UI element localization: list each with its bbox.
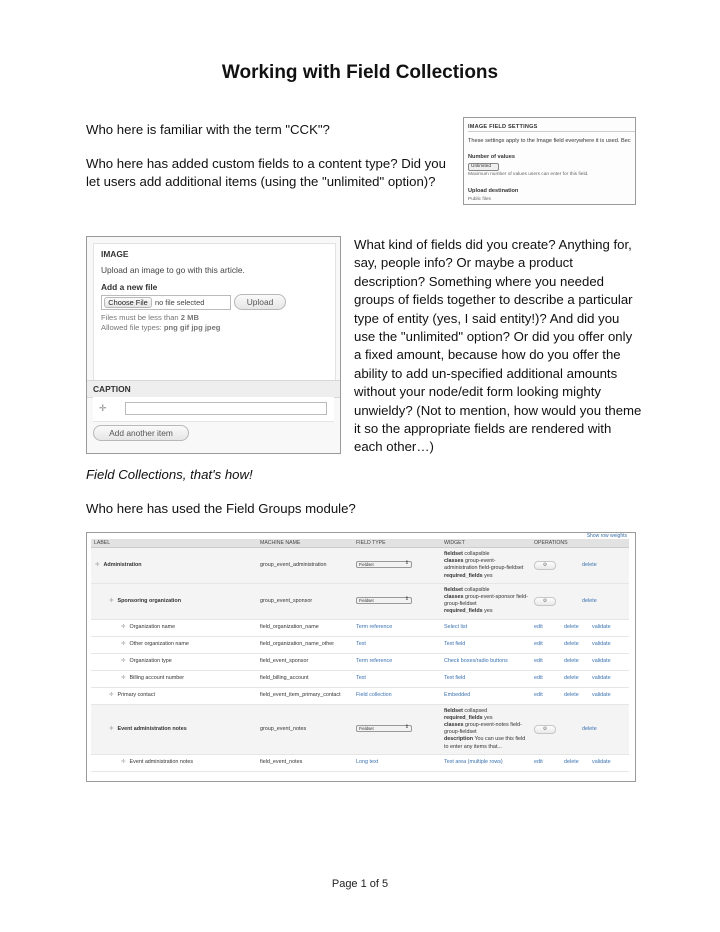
no-file-selected-text: no file selected	[155, 298, 205, 307]
image-heading: IMAGE	[101, 249, 129, 259]
validate-link: validate	[592, 759, 611, 766]
file-types-help	[101, 323, 220, 332]
kinds-of-fields-paragraph: What kind of fields did you create? Anything for, say, people info? Or maybe a product description? Something where you needed groups of fields together to describe a particular type of entity (yes, I said entity!)? And did you use the "unlimited" option? Or did you offer only a fixed amount, because how do you offer the ability to add un-specified additional amounts without your node/edit form looking mighty unwieldy? (Not to mention, how would you theme it so the appropriate fields are rendered with each other…)	[354, 237, 642, 455]
page-title: Working with Field Collections	[221, 62, 499, 83]
field-type-link: Text	[356, 675, 366, 682]
row-machine-name: field_event_notes	[257, 754, 353, 771]
caption-input	[125, 402, 327, 415]
row-label-cell	[91, 619, 257, 636]
gear-icon: ⚙	[534, 561, 556, 570]
widget-setting-key: classes	[444, 722, 464, 729]
row-widget	[441, 636, 531, 653]
file-picker	[101, 295, 231, 310]
row-operations	[531, 653, 629, 670]
row-label: Billing account number	[129, 675, 185, 682]
field-type-link: Long text	[356, 759, 379, 766]
row-operations	[531, 548, 629, 584]
drag-handle-icon: ✛	[99, 403, 107, 413]
row-field-type	[353, 548, 441, 584]
row-label: Other organization name	[129, 641, 189, 648]
row-field-type	[353, 653, 441, 670]
widget-setting	[444, 708, 528, 715]
row-label-cell	[91, 548, 257, 584]
edit-link: edit	[534, 759, 543, 766]
row-operations	[531, 754, 629, 771]
widget-link: Text field	[444, 675, 466, 682]
file-types-value: png gif jpg jpeg	[163, 323, 221, 332]
widget-setting-key: required_fields	[444, 714, 483, 721]
drag-handle-icon: ✛	[95, 561, 100, 568]
table-row	[91, 636, 629, 653]
page-footer: Page 1 of 5	[331, 878, 389, 890]
caption-heading: CAPTION	[93, 384, 131, 394]
widget-setting	[444, 573, 528, 580]
delete-link: delete	[564, 624, 579, 631]
edit-link: edit	[534, 658, 543, 665]
file-size-value: 2 MB	[180, 313, 199, 322]
validate-link: validate	[592, 624, 611, 631]
validate-link: validate	[592, 658, 611, 665]
drag-handle-icon: ✛	[109, 725, 114, 732]
upload-destination-label: Upload destination	[468, 188, 519, 194]
delete-link: delete	[564, 658, 579, 665]
row-widget	[441, 754, 531, 771]
table-row	[91, 548, 629, 584]
row-label: Administration	[103, 561, 142, 568]
widget-setting-key: description	[444, 736, 474, 743]
widget-setting-key: required_fields	[444, 572, 483, 579]
image-upload-screenshot	[86, 236, 341, 454]
delete-link: delete	[582, 561, 597, 568]
row-label: Primary contact	[117, 692, 155, 699]
field-type-link: Field collection	[356, 692, 392, 699]
row-label: Organization type	[129, 658, 172, 665]
validate-link: validate	[592, 641, 611, 648]
row-field-type	[353, 636, 441, 653]
drag-handle-icon: ✛	[109, 597, 114, 604]
table-row	[91, 619, 629, 636]
widget-setting	[444, 608, 528, 615]
row-widget	[441, 619, 531, 636]
row-machine-name: field_event_sponsor	[257, 653, 353, 670]
field-groups-screenshot	[86, 532, 636, 782]
row-field-type	[353, 754, 441, 771]
widget-setting-value: You can use this field to enter any items that...	[444, 736, 526, 750]
gear-icon: ⚙	[534, 725, 556, 734]
widget-setting	[444, 558, 528, 572]
drag-handle-icon: ✛	[109, 692, 114, 699]
column-widget: WIDGET	[441, 539, 531, 548]
widget-setting-key: classes	[444, 558, 464, 565]
number-of-values-label: Number of values	[468, 154, 515, 160]
column-operations: OPERATIONS	[531, 539, 629, 548]
widget-setting-value: group-event-administration field-group-fieldset	[444, 558, 524, 572]
row-label: Sponsoring organization	[117, 597, 182, 604]
widget-setting-key: fieldset	[444, 707, 463, 714]
field-type-select: Fieldset ⇕	[356, 725, 412, 732]
row-operations	[531, 636, 629, 653]
widget-setting-key: classes	[444, 594, 464, 601]
choose-file-button: Choose File	[104, 297, 152, 308]
widget-setting	[444, 551, 528, 558]
question-field-groups: Who here has used the Field Groups module?	[86, 501, 356, 516]
row-machine-name: group_event_sponsor	[257, 583, 353, 619]
question-cck: Who here is familiar with the term "CCK"?	[86, 122, 330, 137]
widget-setting-value: yes	[482, 714, 493, 721]
field-type-link: Term reference	[356, 658, 393, 665]
row-operations	[531, 704, 629, 754]
row-label: Event administration notes	[117, 725, 187, 732]
widget-setting	[444, 587, 528, 594]
settings-description: These settings apply to the Image field everywhere it is used. Bec	[468, 138, 631, 144]
row-widget	[441, 687, 531, 704]
row-machine-name: group_event_notes	[257, 704, 353, 754]
settings-divider	[468, 131, 635, 132]
table-row	[91, 583, 629, 619]
widget-setting	[444, 736, 528, 750]
row-label-cell	[91, 583, 257, 619]
delete-link: delete	[564, 759, 579, 766]
widget-link: Select list	[444, 624, 468, 631]
field-type-link: Term reference	[356, 624, 393, 631]
widget-setting-key: fieldset	[444, 586, 463, 593]
row-widget	[441, 704, 531, 754]
row-operations	[531, 619, 629, 636]
row-label-cell	[91, 653, 257, 670]
drag-handle-icon: ✛	[121, 759, 126, 766]
add-new-file-label: Add a new file	[101, 282, 158, 292]
table-header-row	[91, 539, 629, 548]
row-machine-name: field_billing_account	[257, 670, 353, 687]
row-widget	[441, 548, 531, 584]
row-operations	[531, 670, 629, 687]
widget-link: Check boxes/radio buttons	[444, 658, 508, 665]
row-machine-name: field_event_item_primary_contact	[257, 687, 353, 704]
file-size-prefix: Files must be less than	[101, 313, 179, 322]
row-operations	[531, 687, 629, 704]
edit-link: edit	[534, 692, 543, 699]
delete-link: delete	[582, 597, 597, 604]
field-collections-answer: Field Collections, that's how!	[86, 467, 253, 482]
settings-heading: IMAGE FIELD SETTINGS	[468, 124, 538, 130]
drag-handle-icon: ✛	[121, 658, 126, 665]
row-field-type	[353, 619, 441, 636]
gear-icon: ⚙	[534, 597, 556, 606]
widget-setting-value: group-event-notes field-group-fieldset	[444, 722, 522, 736]
widget-setting-value: collapsed	[462, 707, 488, 714]
table-row	[91, 754, 629, 771]
widget-setting	[444, 722, 528, 736]
table-row	[91, 653, 629, 670]
file-types-prefix: Allowed file types:	[101, 323, 162, 332]
row-field-type	[353, 583, 441, 619]
widget-setting-value: collapsible	[462, 586, 490, 593]
row-widget	[441, 583, 531, 619]
delete-link: delete	[564, 692, 579, 699]
image-help-text: Upload an image to go with this article.	[101, 265, 245, 275]
row-label-cell	[91, 670, 257, 687]
row-label-cell	[91, 687, 257, 704]
edit-link: edit	[534, 624, 543, 631]
row-widget	[441, 670, 531, 687]
row-label: Event administration notes	[129, 759, 194, 766]
field-type-link: Text	[356, 641, 366, 648]
widget-setting-value: group-event-sponsor field-group-fieldset	[444, 594, 528, 608]
row-machine-name: field_organization_name	[257, 619, 353, 636]
widget-setting-value: collapsible	[462, 551, 490, 557]
row-widget	[441, 653, 531, 670]
column-machine-name: MACHINE NAME	[257, 539, 353, 548]
validate-link: validate	[592, 675, 611, 682]
delete-link: delete	[564, 675, 579, 682]
question-custom-fields: Who here has added custom fields to a content type? Did you let users add additional items (using the "unlimited" option)?	[86, 156, 446, 190]
drag-handle-icon: ✛	[121, 675, 126, 682]
number-of-values-select: Unlimited	[468, 163, 499, 171]
widget-setting-key: fieldset	[444, 551, 463, 557]
row-machine-name: group_event_administration	[257, 548, 353, 584]
show-row-weights-link: Show row weights	[586, 533, 627, 539]
file-size-help	[101, 313, 199, 322]
row-field-type	[353, 704, 441, 754]
widget-link: Text area (multiple rows)	[444, 759, 503, 766]
table-row	[91, 670, 629, 687]
delete-link: delete	[564, 641, 579, 648]
widget-setting-value: yes	[482, 608, 493, 615]
widget-setting-value: yes	[482, 572, 493, 579]
add-another-item-button: Add another item	[93, 425, 189, 441]
edit-link: edit	[534, 675, 543, 682]
widget-setting	[444, 715, 528, 722]
image-field-settings-screenshot	[463, 117, 636, 205]
column-label: LABEL	[91, 539, 257, 548]
drag-handle-icon: ✛	[121, 624, 126, 631]
widget-link: Embedded	[444, 692, 471, 699]
edit-link: edit	[534, 641, 543, 648]
row-label: Organization name	[129, 624, 176, 631]
widget-setting-key: required_fields	[444, 608, 483, 615]
upload-destination-value: Public files	[468, 197, 491, 202]
validate-link: validate	[592, 692, 611, 699]
table-row	[91, 687, 629, 704]
column-field-type: FIELD TYPE	[353, 539, 441, 548]
drag-handle-icon: ✛	[121, 641, 126, 648]
upload-button: Upload	[234, 294, 286, 310]
manage-fields-table	[91, 539, 629, 772]
row-label-cell	[91, 704, 257, 754]
field-type-select: Fieldset ⇕	[356, 561, 412, 568]
delete-link: delete	[582, 725, 597, 732]
field-type-select: Fieldset ⇕	[356, 597, 412, 604]
row-label-cell	[91, 754, 257, 771]
widget-setting	[444, 594, 528, 608]
widget-link: Text field	[444, 641, 466, 648]
row-operations	[531, 583, 629, 619]
row-machine-name: field_organization_name_other	[257, 636, 353, 653]
number-of-values-help: Maximum number of values users can enter for this field.	[468, 172, 589, 177]
row-label-cell	[91, 636, 257, 653]
row-field-type	[353, 670, 441, 687]
table-row	[91, 704, 629, 754]
row-field-type	[353, 687, 441, 704]
